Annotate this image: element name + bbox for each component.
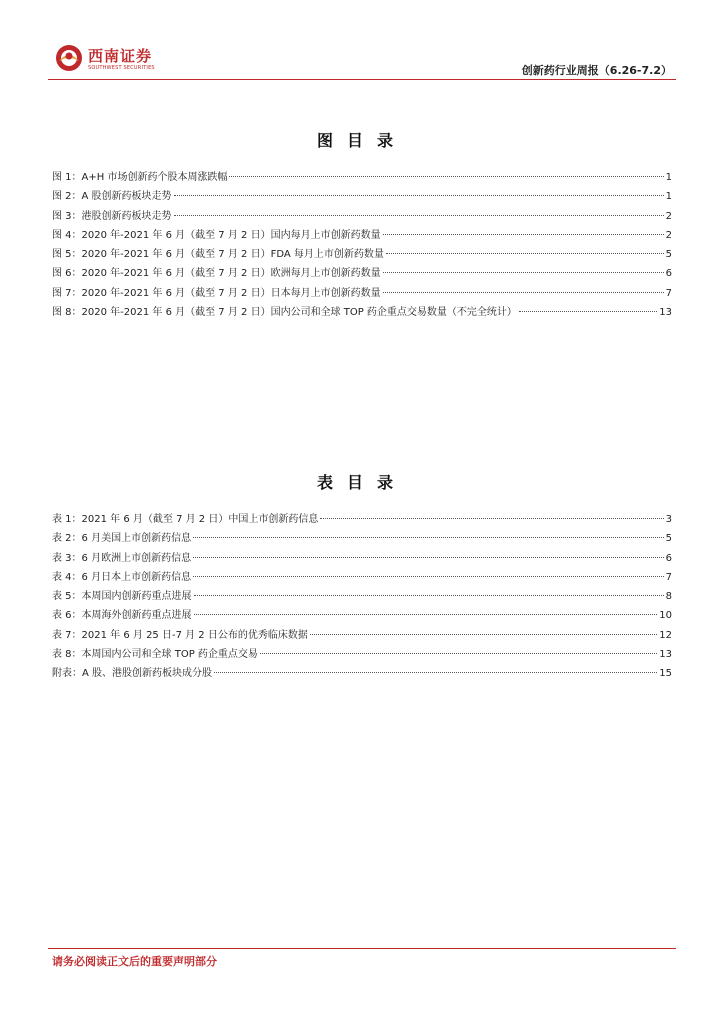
table-toc-entry[interactable]	[52, 510, 672, 529]
toc-entry-label: 表 6：本周海外创新药重点进展	[52, 610, 192, 622]
table-toc-entry[interactable]	[52, 549, 672, 568]
header-divider	[48, 79, 676, 80]
toc-leader-dots	[229, 176, 663, 177]
toc-entry-label: 图 1：A+H 市场创新药个股本周涨跌幅	[52, 172, 228, 183]
toc-leader-dots	[383, 234, 664, 235]
figure-toc-entry[interactable]	[52, 168, 672, 187]
tables-toc-title: 表目录	[316, 473, 407, 492]
toc-page-number: 10	[659, 610, 672, 622]
page-header	[48, 40, 676, 80]
logo-chinese-name: 西南证券	[88, 47, 153, 65]
toc-entry-label: 表 5：本周国内创新药重点进展	[52, 591, 192, 603]
toc-leader-dots	[519, 311, 657, 312]
toc-leader-dots	[310, 634, 657, 635]
toc-page-number: 5	[665, 533, 672, 545]
toc-page-number: 6	[665, 552, 672, 564]
toc-entry-label: 表 3：6 月欧洲上市创新药信息	[52, 552, 192, 564]
figure-toc-entry[interactable]	[52, 264, 672, 283]
toc-leader-dots	[194, 614, 658, 615]
toc-leader-dots	[260, 653, 657, 654]
toc-page-number: 8	[665, 591, 672, 603]
figure-toc-entry[interactable]	[52, 245, 672, 264]
table-toc-entry[interactable]	[52, 568, 672, 587]
figures-toc-list	[52, 168, 672, 322]
table-toc-entry[interactable]	[52, 529, 672, 548]
figure-toc-entry[interactable]	[52, 207, 672, 226]
toc-entry-label: 图 7：2020 年-2021 年 6 月（截至 7 月 2 日）日本每月上市创新药数量	[52, 287, 381, 299]
table-toc-entry[interactable]	[52, 664, 672, 683]
figure-toc-entry[interactable]	[52, 303, 672, 322]
figure-toc-entry[interactable]	[52, 226, 672, 245]
table-toc-entry[interactable]	[52, 626, 672, 645]
tables-toc-list	[52, 510, 672, 684]
footer-divider	[48, 948, 676, 949]
toc-page-number: 2	[665, 229, 672, 241]
toc-leader-dots	[193, 537, 664, 538]
toc-leader-dots	[194, 595, 664, 596]
table-toc-entry[interactable]	[52, 587, 672, 606]
toc-entry-label: 图 4：2020 年-2021 年 6 月（截至 7 月 2 日）国内每月上市创新药数量	[52, 229, 381, 241]
toc-entry-label: 附表：A 股、港股创新药板块成分股	[52, 668, 213, 680]
toc-leader-dots	[174, 195, 664, 196]
logo-english-name: SOUTHWEST SECURITIES	[88, 65, 155, 71]
toc-entry-label: 图 3：港股创新药板块走势	[52, 210, 172, 222]
toc-leader-dots	[193, 576, 664, 577]
report-title: 创新药行业周报（6.26-7.2）	[521, 64, 672, 77]
toc-entry-label: 图 5：2020 年-2021 年 6 月（截至 7 月 2 日）FDA 每月上市创新药数量	[52, 249, 384, 261]
table-toc-entry[interactable]	[52, 606, 672, 625]
toc-entry-label: 表 1：2021 年 6 月（截至 7 月 2 日）中国上市创新药信息	[52, 514, 319, 525]
toc-page-number: 6	[665, 268, 672, 280]
toc-page-number: 3	[665, 514, 672, 525]
toc-page-number: 5	[665, 249, 672, 261]
toc-page-number: 2	[665, 210, 672, 222]
toc-leader-dots	[214, 672, 657, 673]
toc-leader-dots	[383, 292, 664, 293]
toc-entry-label: 图 8：2020 年-2021 年 6 月（截至 7 月 2 日）国内公司和全球 TOP 药企重点交易数量（不完全统计）	[52, 307, 517, 319]
figures-toc-title: 图目录	[316, 131, 407, 150]
toc-leader-dots	[320, 518, 663, 519]
toc-page-number: 13	[659, 307, 672, 319]
table-toc-entry[interactable]	[52, 645, 672, 664]
toc-page-number: 7	[665, 287, 672, 299]
figure-toc-entry[interactable]	[52, 187, 672, 206]
toc-page-number: 1	[665, 172, 672, 183]
toc-entry-label: 表 7：2021 年 6 月 25 日-7 月 2 日公布的优秀临床数据	[52, 629, 308, 641]
logo-emblem-icon	[54, 43, 84, 73]
toc-page-number: 7	[665, 571, 672, 583]
toc-leader-dots	[383, 272, 664, 273]
toc-entry-label: 表 8：本周国内公司和全球 TOP 药企重点交易	[52, 649, 258, 661]
toc-entry-label: 表 2：6 月美国上市创新药信息	[52, 533, 192, 545]
toc-page-number: 13	[659, 649, 672, 661]
toc-leader-dots	[174, 215, 664, 216]
toc-leader-dots	[193, 557, 664, 558]
toc-leader-dots	[386, 253, 664, 254]
toc-entry-label: 图 6：2020 年-2021 年 6 月（截至 7 月 2 日）欧洲每月上市创新药数量	[52, 268, 381, 280]
disclaimer-note: 请务必阅读正文后的重要声明部分	[52, 955, 217, 968]
toc-page-number: 1	[665, 191, 672, 203]
toc-entry-label: 表 4：6 月日本上市创新药信息	[52, 571, 192, 583]
toc-page-number: 12	[659, 629, 672, 641]
toc-page-number: 15	[659, 668, 672, 680]
toc-entry-label: 图 2：A 股创新药板块走势	[52, 191, 172, 203]
figure-toc-entry[interactable]	[52, 284, 672, 303]
company-logo	[54, 43, 204, 73]
